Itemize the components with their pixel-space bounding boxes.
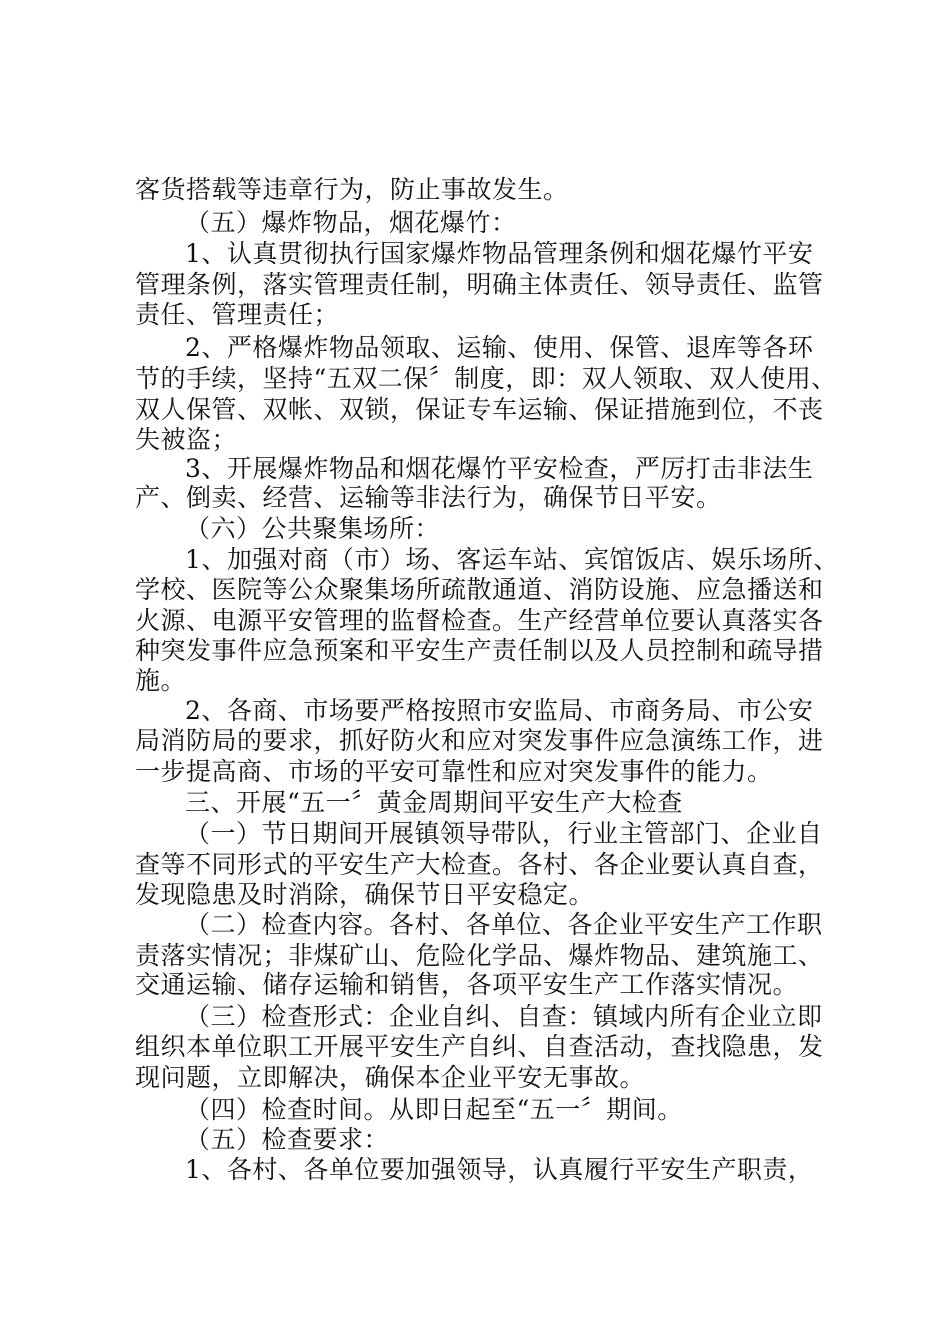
text-line: 组织本单位职工开展平安生产自纠、自查活动，查找隐患，发 bbox=[135, 1032, 824, 1061]
text-line: （五）检查要求： bbox=[185, 1125, 390, 1154]
text-line: 交通运输、储存运输和销售，各项平安生产工作落实情况。 bbox=[135, 970, 799, 999]
text-line: 查等不同形式的平安生产大检查。各村、各企业要认真自查， bbox=[135, 850, 824, 879]
text-line: 产、倒卖、经营、运输等非法行为，确保节日平安。 bbox=[135, 483, 722, 512]
text-line: 客货搭载等违章行为，防止事故发生。 bbox=[135, 175, 569, 204]
text-line: （二）检查内容。各村、各单位、各企业平安生产工作职 bbox=[185, 910, 823, 939]
text-line: 2、各商、市场要严格按照市安监局、市商务局、市公安 bbox=[185, 696, 814, 725]
text-line: （四）检查时间。从即日起至“五一〞期间。 bbox=[185, 1095, 683, 1124]
text-line: 1、认真贯彻执行国家爆炸物品管理条例和烟花爆竹平安 bbox=[185, 239, 814, 268]
section-heading: （六）公共聚集场所： bbox=[185, 514, 441, 543]
text-line: 一步提高商、市场的平安可靠性和应对突发事件的能力。 bbox=[135, 757, 773, 786]
text-line: （一）节日期间开展镇领导带队，行业主管部门、企业自 bbox=[185, 819, 823, 848]
text-line: 局消防局的要求，抓好防火和应对突发事件应急演练工作，进 bbox=[135, 726, 824, 755]
text-line: 施。 bbox=[135, 666, 187, 695]
text-line: 管理条例，落实管理责任制，明确主体责任、领导责任、监管 bbox=[135, 270, 824, 299]
text-line: 1、加强对商（市）场、客运车站、宾馆饭店、娱乐场所、 bbox=[185, 545, 839, 574]
text-line: 责任、管理责任； bbox=[135, 300, 340, 329]
text-line: 学校、医院等公众聚集场所疏散通道、消防设施、应急播送和 bbox=[135, 575, 824, 604]
text-line: 节的手续，坚持“五双二保〞制度，即：双人领取、双人使用、 bbox=[135, 364, 837, 393]
text-line: 发现隐患及时消除，确保节日平安稳定。 bbox=[135, 880, 595, 909]
text-line: 3、开展爆炸物品和烟花爆竹平安检查，严厉打击非法生 bbox=[185, 454, 814, 483]
section-heading: （五）爆炸物品，烟花爆竹： bbox=[185, 208, 517, 237]
text-line: 现问题，立即解决，确保本企业平安无事故。 bbox=[135, 1063, 646, 1092]
text-line: 2、严格爆炸物品领取、运输、使用、保管、退库等各环 bbox=[185, 333, 814, 362]
text-line: 1、各村、各单位要加强领导，认真履行平安生产职责， bbox=[185, 1155, 814, 1184]
text-line: 责落实情况；非煤矿山、危险化学品、爆炸物品、建筑施工、 bbox=[135, 941, 824, 970]
section-heading: 三、开展“五一〞黄金周期间平安生产大检查 bbox=[185, 788, 683, 817]
text-line: 火源、电源平安管理的监督检查。生产经营单位要认真落实各 bbox=[135, 606, 824, 635]
text-line: （三）检查形式：企业自纠、自查：镇域内所有企业立即 bbox=[185, 1002, 823, 1031]
text-line: 双人保管、双帐、双锁，保证专车运输、保证措施到位，不丧 bbox=[135, 395, 824, 424]
text-line: 种突发事件应急预案和平安生产责任制以及人员控制和疏导措 bbox=[135, 636, 824, 665]
text-line: 失被盗； bbox=[135, 425, 238, 454]
